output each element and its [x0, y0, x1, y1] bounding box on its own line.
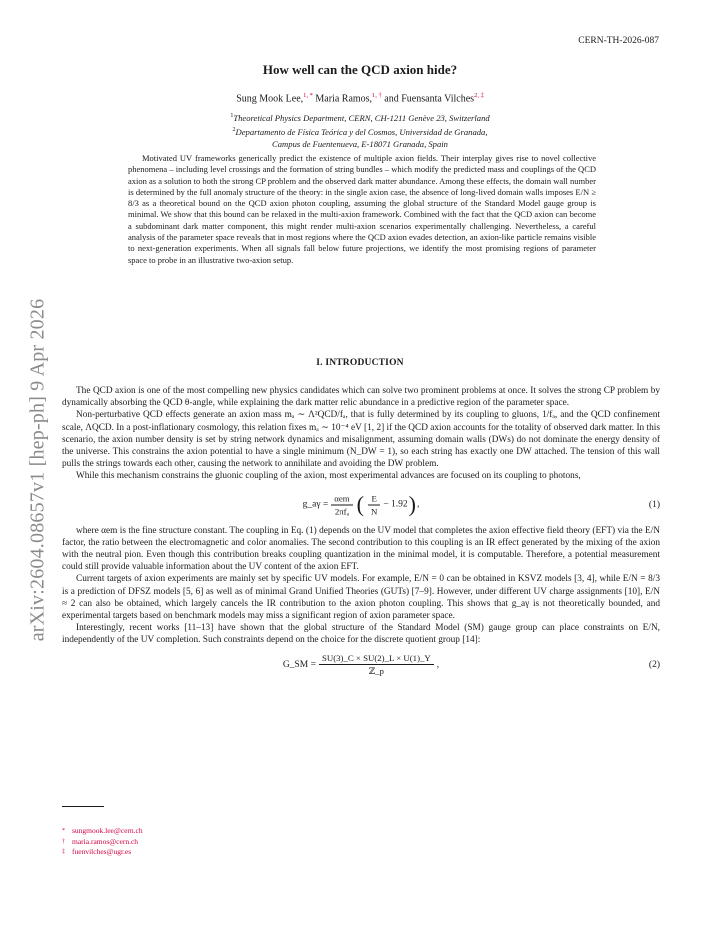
paragraph: Interestingly, recent works [11–13] have shown that the global structure of the Standard Model (SM) gauge group can place constraints on E/N, independently of the UV completion. Such constraints depend on the choice for the discrete quotient group [14]: — [62, 623, 660, 646]
arxiv-stamp: arXiv:2604.08657v1 [hep-ph] 9 Apr 2026 — [26, 298, 49, 642]
author-separator: and — [381, 93, 402, 105]
left-paren: ( — [356, 491, 364, 517]
equation-tail: , — [436, 659, 440, 670]
equation-number: (1) — [648, 499, 660, 510]
affiliation-line: Campus de Fuentenueva, E-18071 Granada, Spain — [272, 138, 448, 149]
email-link[interactable]: sungmook.lee@cern.ch — [72, 826, 143, 835]
equation-fraction: $\frac{SU(3)\_C \times SU(2)\_L \times U(1)\_Y}{\text{ℤ\_p}}$ — [319, 653, 434, 677]
equation-number: (2) — [648, 659, 660, 670]
right-paren: ) — [408, 491, 416, 517]
paper-title: How well can the QCD axion hide? — [262, 62, 458, 77]
affiliations — [0, 110, 720, 150]
footnote: ‡ fuenvilches@ugr.es — [62, 847, 132, 856]
equation-1 — [62, 487, 660, 523]
equation-term: − 1.92 — [383, 499, 408, 510]
footnote-rule — [62, 806, 104, 807]
affiliation-line: $^1$Theoretical Physics Department, CERN, CH-1211 Genève 23, Switzerland — [230, 112, 490, 123]
abstract: Motivated UV frameworks generically predict the existence of multiple axion fields. Their interplay gives rise to novel collective phenomena – including level crossings and the formation of string bundles – which modify the predicted mass and couplings of the QCD axion as a solution to both the strong CP problem and the observed dark matter abundance. Among these effects, the domain wall number is determined by the full anomaly structure of the theory: in the single axion case, the absence of long-lived domain walls imposes E/N ≥ 8/3 as a theoretical bound on the QCD axion photon coupling, assuming the global structure of the Standard Model gauge group is minimal. We show that this bound can be relaxed in the multi-axion framework. Combined with the fact that the QCD axion can become a subdominant dark matter component, this might render multi-axion scenarios experimentally challenging. Nevertheless, a careful analysis of the parameter space reveals that in most regions where the QCD axion evades detection, an axion-like particle remains visible to next-generation experiments. When all signals fall below future projections, we identify the most promising regions of parameter space to probe in an illustrative two-axion setup. — [128, 153, 596, 265]
author-name: Sung Mook Lee, — [236, 93, 304, 105]
paragraph: Current targets of axion experiments are mainly set by specific UV models. For example, E/N = 0 can be obtained in KSVZ models [3, 4], while E/N = 8/3 is a prediction of DFSZ models [5, 6] as well as of minimal Grand Unified Theories (GUTs) [7–9]. However, under different UV charge assignments [10], E/N ≈ 2 can also be obtained, which largely cancels the IR contribution to the axion photon coupling. This shows that g_aγ is not theoretically bounded, and experimental targets based on benchmark models may miss a significant region of axion parameter space. — [62, 574, 660, 622]
email-link[interactable]: maria.ramos@cern.ch — [72, 836, 139, 846]
author-name: Maria Ramos, — [315, 93, 373, 105]
author-marks[interactable]: 2, ‡ — [474, 92, 484, 99]
footnote: * sungmook.lee@cern.ch — [62, 826, 143, 835]
email-link[interactable]: fuenvilches@ugr.es — [72, 847, 132, 856]
footnote: † maria.ramos@cern.ch — [62, 836, 139, 846]
report-number: CERN-TH-2026-087 — [578, 36, 659, 46]
equation-lhs: g_aγ = — [302, 499, 329, 510]
paragraph: The QCD axion is one of the most compelling new physics candidates which can solve two prominent problems at once. It solves the strong CP problem by dynamically absorbing the QCD θ-angle, while explaining the dark matter relic abundance in a predictive region of the parameter space. — [62, 386, 660, 409]
author-list — [0, 92, 720, 104]
affiliation-line: $^2$Departamento de Física Teórica y del Cosmos, Universidad de Granada, — [232, 126, 488, 137]
paragraph: Non-perturbative QCD effects generate an axion mass mₐ ∼ Λ²QCD/fₐ, that is fully determined by its coupling to gluons, 1/fₐ, and the QCD confinement scale, ΛQCD. In a post-inflationary cosmology, this relation fixes mₐ ∼ 10⁻⁴ eV [1, 2] if the QCD axion accounts for the totality of observed dark matter. In this scenario, the axion number density is set by string network dynamics and misalignment, assuming domain walls (DWs) do not dominate the energy density of the universe. This constrains the axion potential to have a single minimum (N_DW = 1), so each string has exactly one DW attached. The tension of this wall pulls the strings towards each other, causing the network to annihilate and avoiding the DW problem. — [62, 410, 660, 470]
paragraph: where αem is the fine structure constant. The coupling in Eq. (1) depends on the UV model that completes the axion effective field theory (EFT) via the E/N factor, the ratio between the electromagnetic and color anomalies. The second contribution to this coupling is an IR effect generated by the mixing of the axion with the neutral pion. Even though this contribution breaks coupling quantization in the minimal model, it is computable. Therefore, a potential measurement could still provide valuable information about the UV content of the axion EFT. — [62, 525, 660, 573]
author-marks[interactable]: 1, † — [372, 92, 382, 99]
equation-tail: , — [417, 499, 420, 510]
section-heading: I. INTRODUCTION — [316, 358, 404, 368]
equation-fraction: $\frac{\text{αem}}{\text{2πfₐ}}$ — [331, 493, 352, 516]
body-text — [62, 385, 660, 681]
anomaly-ratio: $\frac{E}{N}$ — [368, 493, 380, 516]
equation-2 — [62, 651, 660, 679]
equation-lhs: G_SM = — [282, 659, 316, 670]
author-marks[interactable]: 1, * — [303, 92, 313, 99]
author-name: Fuensanta Vilches — [401, 93, 475, 105]
footnotes — [62, 826, 143, 858]
paragraph: While this mechanism constrains the gluonic coupling of the axion, most experimental advances are focused on its coupling to photons, — [76, 471, 581, 482]
